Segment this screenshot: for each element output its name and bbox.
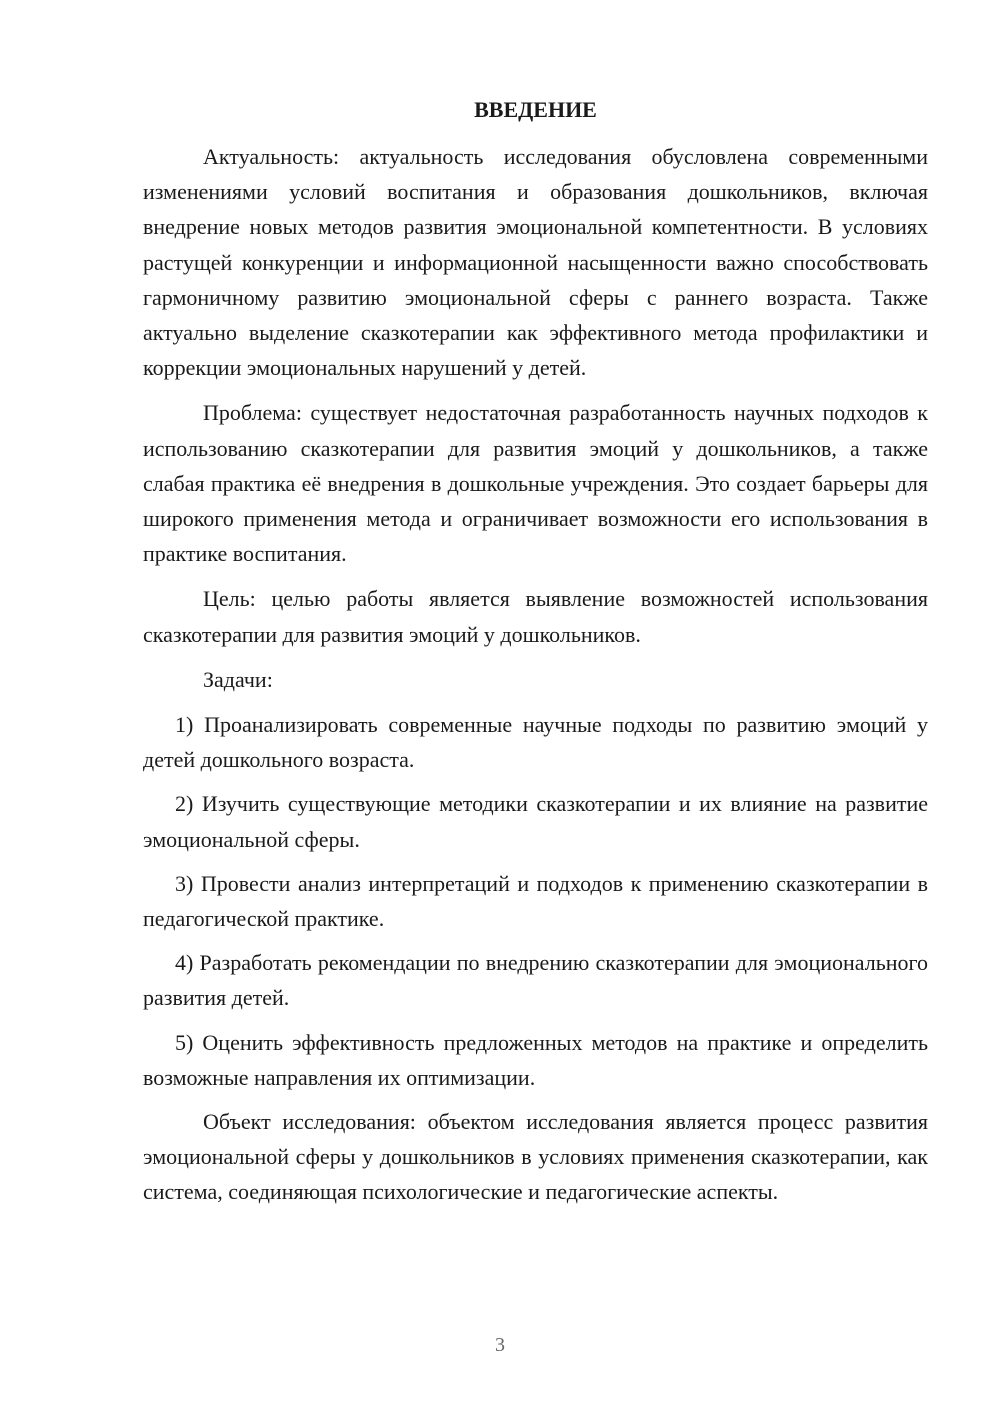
task-item-4: 4) Разработать рекомендации по внедрению сказкотерапии для эмоционального развития детей. [143, 950, 928, 1011]
paragraph-problem: Проблема: существует недостаточная разработанность научных подходов к использованию сказкотерапии для развития эмоций у дошкольников, а также слабая практика её внедрения в дошкольные учреждения. Это создает барьеры для широкого применения метода и ограничивает возможности его использования в практике воспитания. [143, 400, 928, 567]
paragraph-object: Объект исследования: объектом исследования является процесс развития эмоциональной сферы у дошкольников в условиях применения сказкотерапии, как система, соединяющая психологические и педагогические аспекты. [143, 1109, 928, 1205]
page-number: 3 [495, 1334, 505, 1356]
section-heading: ВВЕДЕНИЕ [474, 97, 597, 122]
paragraph-goal: Цель: целью работы является выявление возможностей использования сказкотерапии для развития эмоций у дошкольников. [143, 586, 928, 647]
task-item-5: 5) Оценить эффективность предложенных методов на практике и определить возможные направления их оптимизации. [143, 1029, 928, 1090]
task-item-3: 3) Провести анализ интерпретаций и подходов к применению сказкотерапии в педагогической практике. [143, 870, 928, 932]
task-item-1: 1) Проанализировать современные научные подходы по развитию эмоций у детей дошкольного возраста. [143, 712, 928, 773]
tasks-label: Задачи: [203, 666, 273, 692]
document-page [143, 92, 928, 1220]
paragraph-relevance: Актуальность: актуальность исследования обусловлена современными изменениями условий воспитания и образования дошкольников, включая внедрение новых методов развития эмоциональной компетентности. В условиях растущей конкуренции и информационной насыщенности важно способствовать гармоничному развитию эмоциональной сферы с раннего возраста. Также актуально выделение сказкотерапии как эффективного метода профилактики и коррекции эмоциональных нарушений у детей. [143, 144, 928, 381]
task-item-2: 2) Изучить существующие методики сказкотерапии и их влияние на развитие эмоциональной сферы. [143, 791, 928, 852]
